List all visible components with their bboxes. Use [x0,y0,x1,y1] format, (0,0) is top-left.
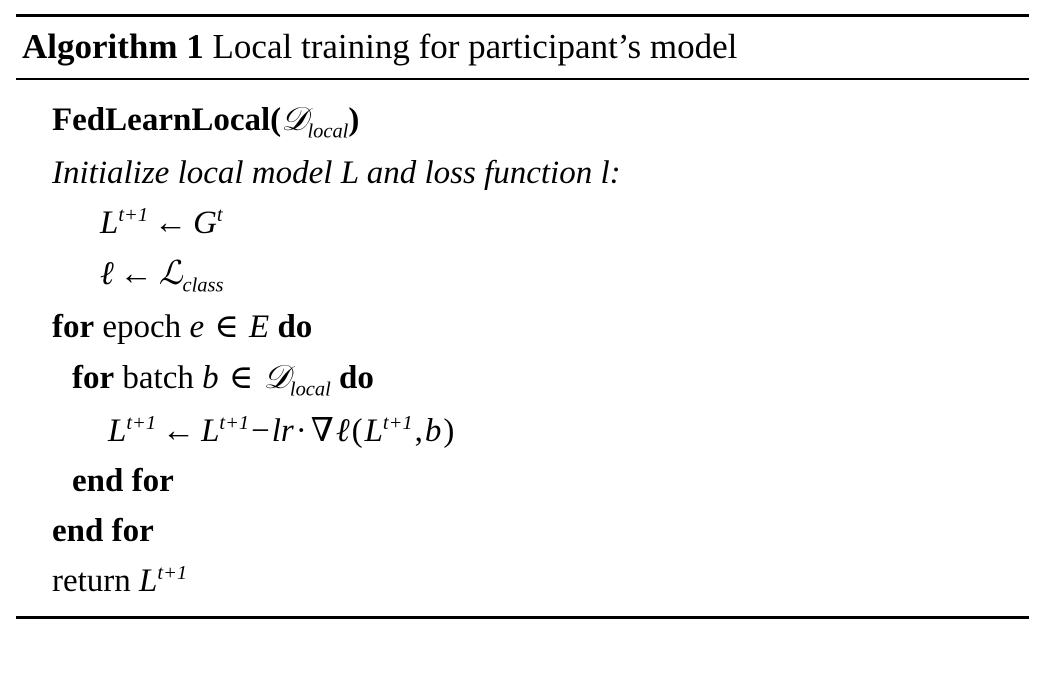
paren-close: ) [348,102,360,139]
algorithm-title: Local training for participant’s model [212,27,738,66]
assign-arrow: ← [154,205,188,242]
dataset-symbol: 𝒟 [263,357,290,397]
line-assign-local-model [22,198,1023,248]
dataset-symbol: 𝒟 [281,99,308,139]
global-model-symbol: G [193,205,217,242]
line-end-for-outer: end for [52,513,154,550]
line-for-batch [22,352,1023,406]
line-initialize-comment: Initialize local model L and loss function l: [52,154,621,191]
batch-var: b [202,360,219,397]
line-gradient-update: $L^{t+1}$ ← $L^{t+1}-lr\cdot$ $\nabla\ell(L^{t+1},b)$ [108,411,455,449]
loss-symbol: ℓ [100,256,114,293]
line-assign-loss [22,248,1023,302]
procedure-name: FedLearnLocal( [52,102,282,139]
epoch-word: epoch [102,308,182,345]
keyword-return: return [52,563,131,600]
bottom-rule [16,616,1029,619]
algorithm-block [16,0,1029,619]
keyword-for: for [52,308,95,345]
return-value: L [139,563,158,600]
epoch-var: e [189,308,205,345]
line-return [22,556,1023,606]
local-model-superscript: t+1 [118,204,149,227]
global-model-superscript: t [216,204,223,227]
classification-loss-symbol: ℒ [158,253,183,293]
return-value-superscript: t+1 [157,562,188,585]
batch-word: batch [122,360,194,397]
classification-loss-subscript: class [182,274,224,297]
dataset-subscript: local [289,378,331,401]
element-of-symbol: ∈ [214,308,239,345]
algorithm-label: Algorithm 1 [22,27,204,66]
keyword-do: do [339,360,374,397]
dataset-subscript: local [307,120,349,143]
keyword-do: do [277,308,313,345]
algorithm-caption [16,17,1029,78]
line-for-epoch [22,302,1023,352]
keyword-for: for [72,360,115,397]
element-of-symbol: ∈ [228,360,254,397]
epoch-set: E [249,308,270,345]
line-signature [22,94,1023,148]
line-end-for-inner: end for [72,462,174,499]
local-model-symbol: L [100,205,119,242]
algorithm-body [16,80,1029,616]
assign-arrow: ← [119,256,153,293]
